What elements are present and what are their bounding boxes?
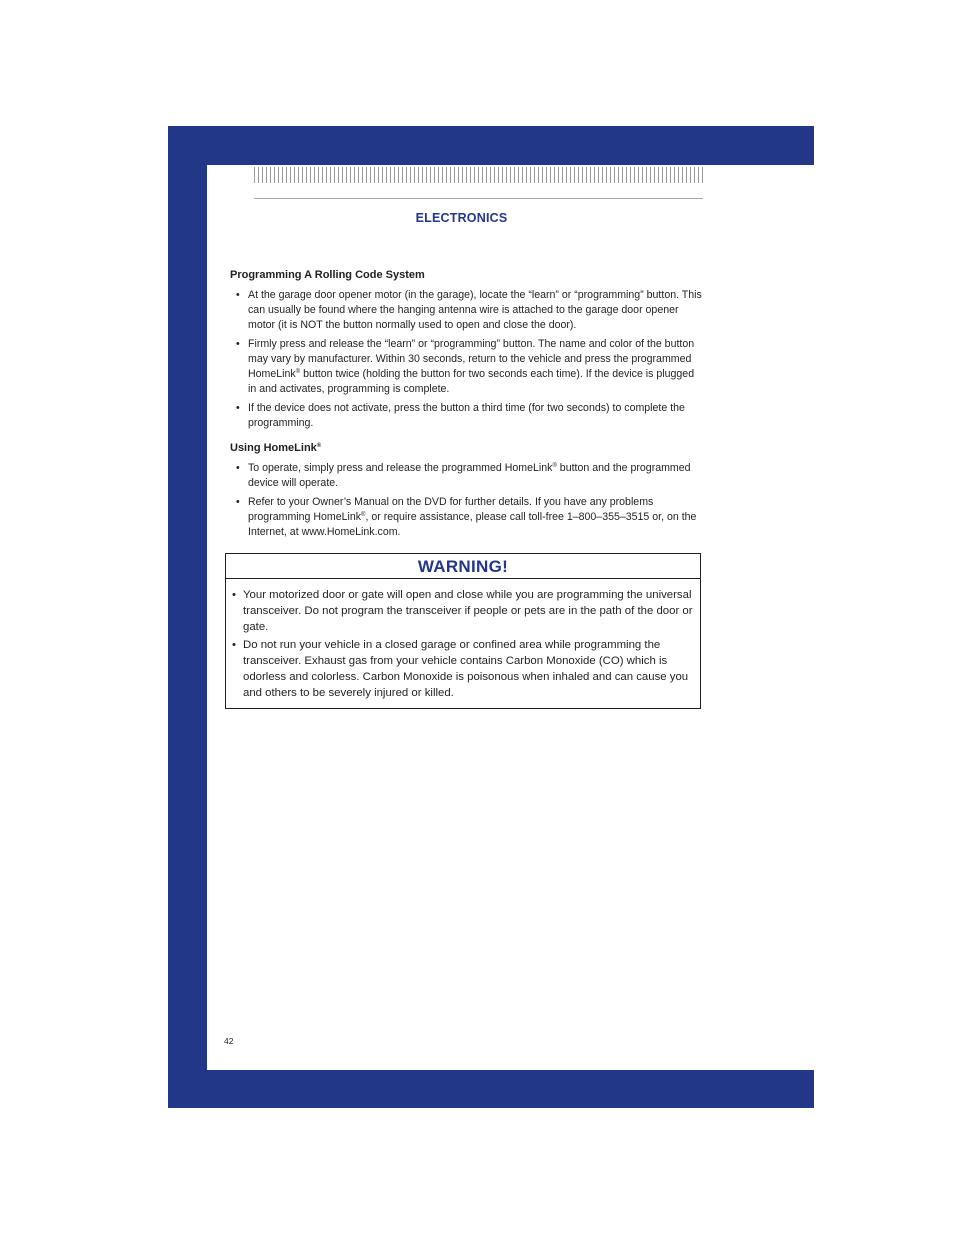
rolling-code-list <box>230 288 705 435</box>
rolling-code-heading: Programming A Rolling Code System <box>230 269 425 281</box>
bullet-icon: • <box>232 639 236 651</box>
header-rule-line <box>254 198 703 199</box>
list-item-text: Firmly press and release the “learn” or “programming” button. The name and color of the button may vary by manufacturer. Within 30 seconds, return to the vehicle and press the programmed HomeLink® button twice (holding the button for two seconds each time). If the device is plugged in and activates, programming is complete. <box>248 338 695 395</box>
list-item <box>230 495 705 540</box>
list-item <box>230 337 705 397</box>
section-title: ELECTRONICS <box>415 211 508 225</box>
list-item-text: If the device does not activate, press the button a third time (for two seconds) to complete the programming. <box>248 402 685 429</box>
list-item <box>226 587 694 635</box>
page-number: 42 <box>224 1036 234 1046</box>
bullet-icon: • <box>236 462 240 474</box>
list-item-text: To operate, simply press and release the programmed HomeLink® button and the programmed device will operate. <box>248 462 691 489</box>
bullet-icon: • <box>236 289 240 301</box>
manual-page <box>207 165 814 1070</box>
list-item <box>226 637 694 701</box>
list-item-text: Your motorized door or gate will open and close while you are programming the universal transceiver. Do not program the transceiver if people or pets are in the path of the door or gate. <box>243 589 693 633</box>
warning-box <box>225 553 701 709</box>
list-item <box>230 288 705 333</box>
bullet-icon: • <box>236 338 240 350</box>
list-item <box>230 401 705 431</box>
bullet-icon: • <box>236 496 240 508</box>
header-tick-ruler <box>254 167 703 183</box>
warning-title: WARNING! <box>226 554 700 579</box>
warning-list <box>226 579 700 701</box>
list-item-text: At the garage door opener motor (in the garage), locate the “learn” or “programming” button. This can usually be found where the hanging antenna wire is attached to the garage door opener motor (it is NOT the button normally used to open and close the door). <box>248 289 702 331</box>
list-item-text: Refer to your Owner’s Manual on the DVD for further details. If you have any problems programming HomeLink®, or require assistance, please call toll-free 1–800–355–3515 or, on the Internet, at www.HomeLink.com. <box>248 496 697 538</box>
using-homelink-list <box>230 461 705 544</box>
list-item <box>230 461 705 491</box>
bullet-icon: • <box>232 589 236 601</box>
using-homelink-heading: Using HomeLink® <box>230 442 322 454</box>
bullet-icon: • <box>236 402 240 414</box>
list-item-text: Do not run your vehicle in a closed garage or confined area while programming the transceiver. Exhaust gas from your vehicle contains Carbon Monoxide (CO) which is odorless and colorless. Carbon Monoxide is poisonous when inhaled and can cause you and others to be severely injured or killed. <box>243 639 689 699</box>
